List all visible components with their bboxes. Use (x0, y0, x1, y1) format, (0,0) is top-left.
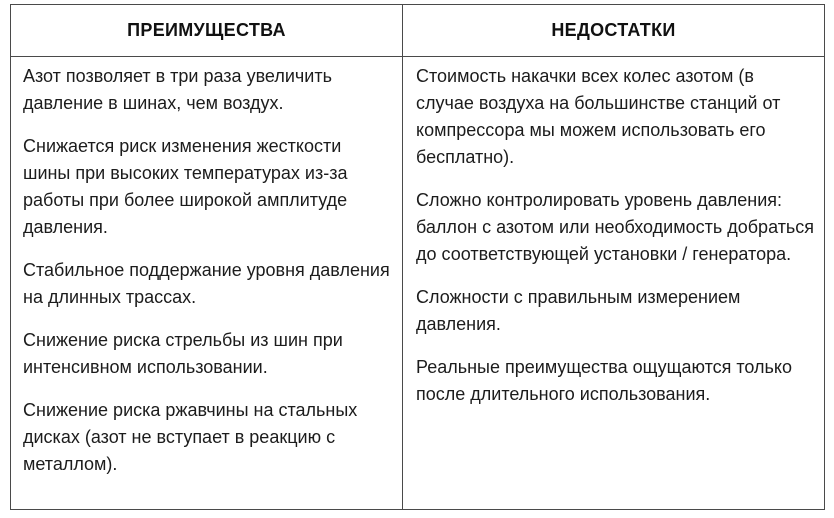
advantages-header: ПРЕИМУЩЕСТВА (127, 20, 286, 40)
comparison-table (10, 4, 825, 510)
advantages-column (11, 57, 402, 509)
disadvantage-item: Реальные преимущества ощущаются только после длительного использования. (416, 357, 793, 404)
advantage-item: Снижение риска стрельбы из шин при интенсивном использовании. (23, 330, 343, 377)
disadvantages-column (402, 57, 824, 509)
disadvantages-header: НЕДОСТАТКИ (402, 5, 824, 56)
advantage-item: Азот позволяет в три раза увеличить давление в шинах, чем воздух. (23, 66, 332, 113)
disadvantage-item: Стоимость накачки всех колес азотом (в случае воздуха на большинстве станций от компрессора мы можем использовать его бесплатно). (416, 66, 781, 167)
table-header-row (11, 5, 824, 57)
disadvantage-item: Сложно контролировать уровень давления: баллон с азотом или необходимость добраться до соответствующей установки / генератора. (416, 190, 815, 264)
table-body-row (11, 57, 824, 509)
advantage-item: Стабильное поддержание уровня давления на длинных трассах. (23, 260, 390, 307)
advantage-item: Снижается риск изменения жесткости шины при высоких температурах из-за работы при более широкой амплитуде давления. (23, 136, 348, 237)
advantage-item: Снижение риска ржавчины на стальных дисках (азот не вступает в реакцию с металлом). (23, 400, 358, 474)
disadvantage-item: Сложности с правильным измерением давления. (416, 287, 741, 334)
